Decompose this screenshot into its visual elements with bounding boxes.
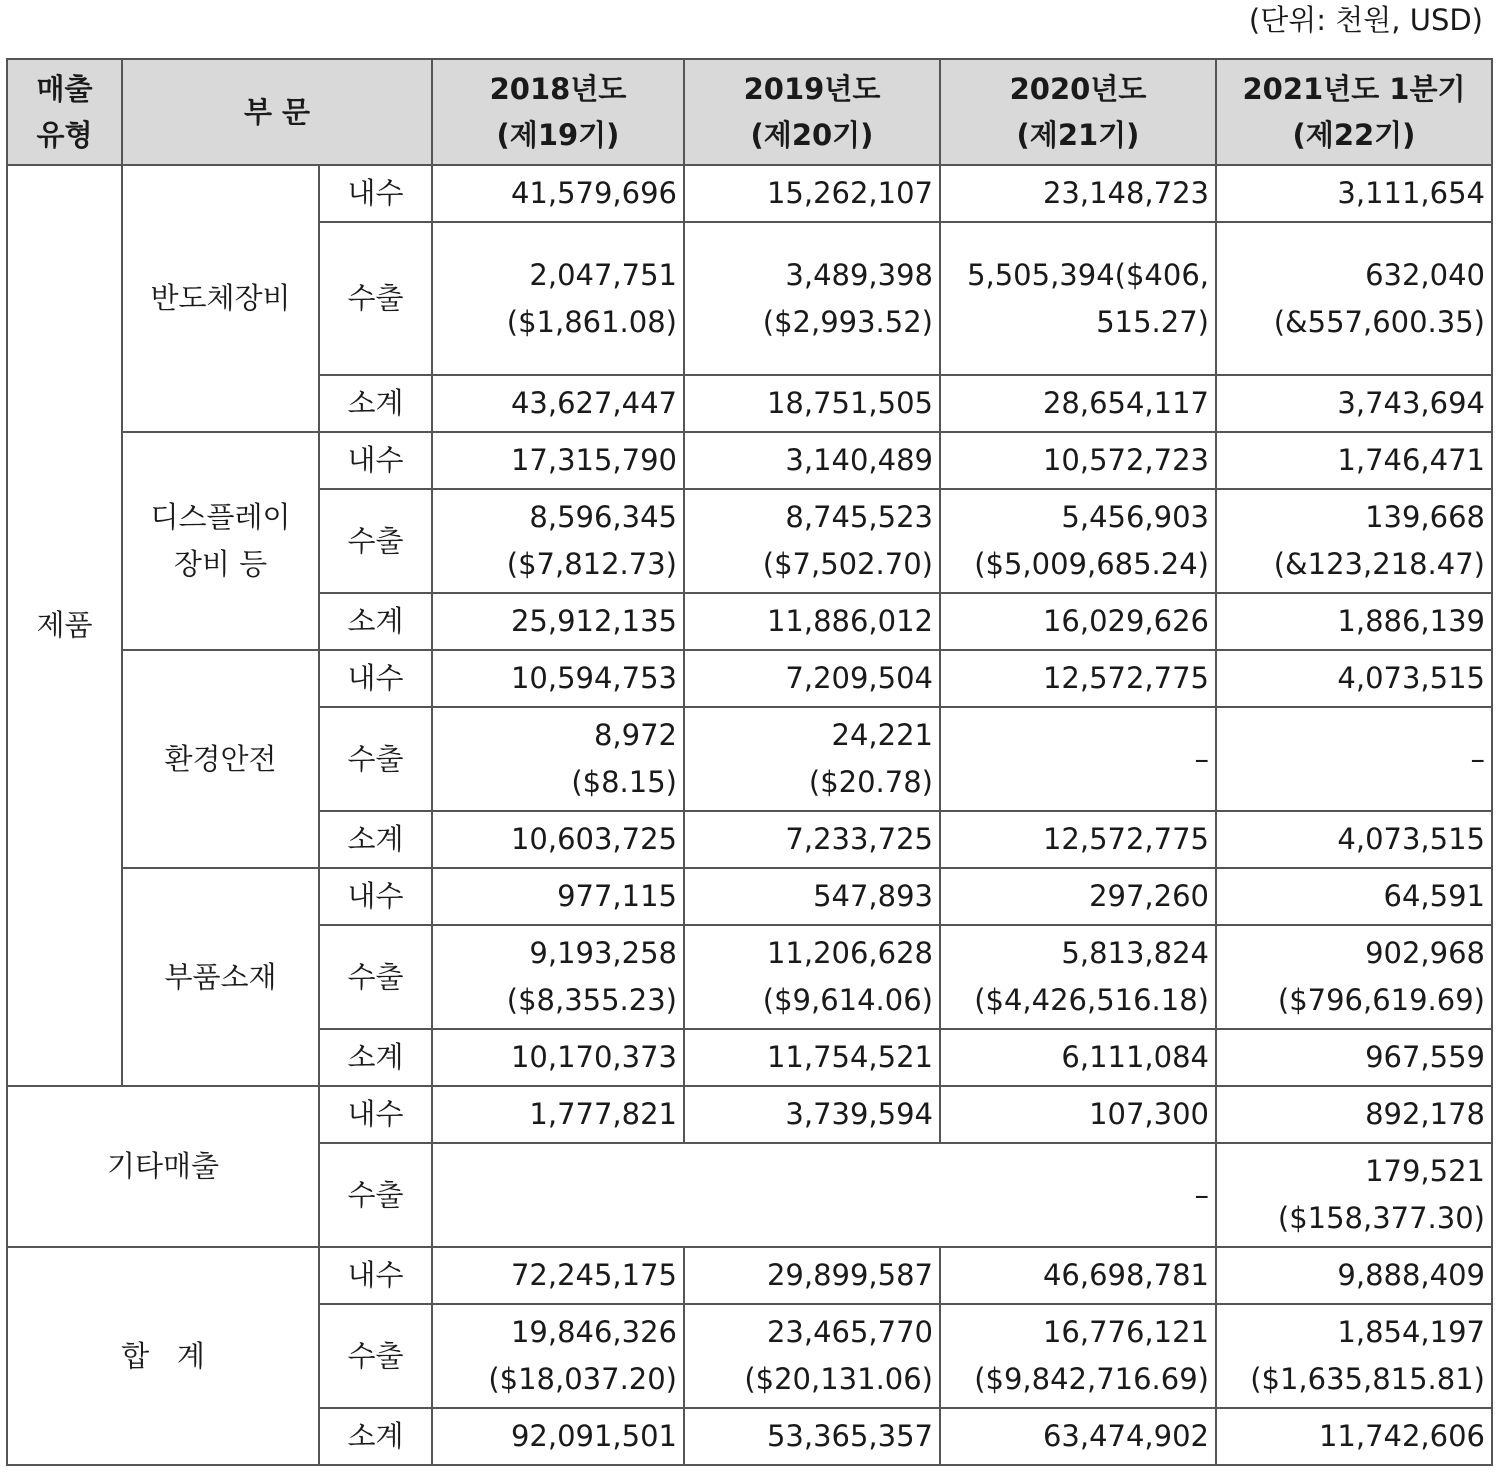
value-amount: 12,572,775 xyxy=(1042,822,1209,856)
row-type: 내수 xyxy=(319,868,432,925)
value-cell xyxy=(684,432,940,489)
value-cell xyxy=(684,1408,940,1465)
table-row xyxy=(7,1247,1492,1304)
value-amount: 16,029,626 xyxy=(1042,604,1209,638)
value-amount: 25,912,135 xyxy=(510,604,677,638)
value-amount: 12,572,775 xyxy=(1042,661,1209,695)
header-division: 부 문 xyxy=(122,59,432,165)
table-row xyxy=(7,650,1492,707)
header-sales-type: 매출 유형 xyxy=(7,59,122,165)
value-amount: 24,221 xyxy=(831,718,933,752)
value-amount: 5,456,903 xyxy=(1061,500,1209,534)
value-usd: ($1,635,815.81) xyxy=(1250,1362,1485,1396)
value-amount: 11,206,628 xyxy=(766,936,933,970)
segment-name-line: 장비 등 xyxy=(173,547,268,581)
value-amount: 4,073,515 xyxy=(1337,661,1485,695)
value-cell xyxy=(1216,489,1492,593)
value-cell xyxy=(940,868,1216,925)
row-type: 내수 xyxy=(319,165,432,222)
value-amount: 1,746,471 xyxy=(1337,443,1485,477)
value-cell xyxy=(684,593,940,650)
value-usd: ($20,131.06) xyxy=(744,1362,933,1396)
value-amount: 17,315,790 xyxy=(510,443,677,477)
value-cell xyxy=(684,1304,940,1408)
sales-type-product: 제품 xyxy=(7,165,122,1086)
row-type: 내수 xyxy=(319,650,432,707)
value-amount: 3,140,489 xyxy=(785,443,933,477)
total-label: 합 계 xyxy=(7,1247,319,1465)
row-type: 내수 xyxy=(319,1247,432,1304)
value-cell xyxy=(1216,868,1492,925)
value-amount: 10,170,373 xyxy=(510,1040,677,1074)
value-usd: ($2,993.52) xyxy=(762,304,933,339)
value-cell xyxy=(432,593,684,650)
value-cell xyxy=(684,1029,940,1086)
segment-name-line: 환경안전 xyxy=(164,741,277,776)
value-cell xyxy=(684,489,940,593)
value-amount: 547,893 xyxy=(813,879,933,913)
value-cell xyxy=(432,1247,684,1304)
value-cell xyxy=(432,868,684,925)
value-amount: 3,743,694 xyxy=(1337,386,1485,420)
value-usd: ($7,502.70) xyxy=(762,547,933,581)
header-period-2020: 2020년도 (제21기) xyxy=(940,59,1216,165)
value-amount: 7,209,504 xyxy=(785,661,933,695)
value-cell xyxy=(1216,650,1492,707)
value-cell xyxy=(1216,1029,1492,1086)
value-amount: 7,233,725 xyxy=(785,822,933,856)
value-cell xyxy=(684,868,940,925)
value-cell xyxy=(940,375,1216,432)
value-cell xyxy=(940,593,1216,650)
value-amount: 92,091,501 xyxy=(510,1419,677,1453)
segment-name-line: 반도체장비 xyxy=(150,281,291,315)
value-amount: 64,591 xyxy=(1383,879,1485,913)
value-cell xyxy=(940,222,1216,375)
table-row xyxy=(7,165,1492,222)
row-type: 소계 xyxy=(319,375,432,432)
value-amount: 967,559 xyxy=(1365,1040,1485,1074)
segment-name xyxy=(122,165,319,432)
value-usd: ($9,842,716.69) xyxy=(974,1362,1209,1396)
value-amount: 10,603,725 xyxy=(510,822,677,856)
value-usd: ($7,812.73) xyxy=(506,547,677,581)
value-cell xyxy=(940,432,1216,489)
value-cell xyxy=(684,925,940,1029)
value-usd: ($796,619.69) xyxy=(1277,983,1485,1017)
header-row xyxy=(7,59,1492,165)
value-amount: 11,886,012 xyxy=(766,604,933,638)
value-cell xyxy=(940,650,1216,707)
value-cell xyxy=(1216,593,1492,650)
value-usd: ($1,861.08) xyxy=(506,304,677,339)
value-cell xyxy=(1216,707,1492,811)
value-cell xyxy=(684,222,940,375)
value-amount: 1,886,139 xyxy=(1337,604,1485,638)
value-cell xyxy=(684,1086,940,1143)
value-cell xyxy=(940,1086,1216,1143)
value-usd: ($18,037.20) xyxy=(488,1362,677,1396)
value-usd: ($20.78) xyxy=(808,765,933,799)
value-amount: 19,846,326 xyxy=(510,1315,677,1349)
value-amount: 18,751,505 xyxy=(766,386,933,420)
value-amount: 15,262,107 xyxy=(766,176,933,210)
value-amount: 107,300 xyxy=(1089,1097,1209,1131)
row-type: 내수 xyxy=(319,432,432,489)
value-amount: 72,245,175 xyxy=(510,1258,677,1292)
value-cell xyxy=(432,489,684,593)
value-cell xyxy=(1216,1247,1492,1304)
value-amount: 23,148,723 xyxy=(1042,176,1209,210)
value-amount: 3,739,594 xyxy=(785,1097,933,1131)
value-amount: 63,474,902 xyxy=(1042,1419,1209,1453)
value-amount: 41,579,696 xyxy=(510,176,677,210)
value-amount: 43,627,447 xyxy=(510,386,677,420)
segment-name xyxy=(122,650,319,868)
value-cell xyxy=(432,1086,684,1143)
value-amount: 9,193,258 xyxy=(529,936,677,970)
value-cell xyxy=(432,222,684,375)
row-type: 수출 xyxy=(319,222,432,375)
value-amount: 16,776,121 xyxy=(1042,1315,1209,1349)
value-usd: ($9,614.06) xyxy=(762,983,933,1017)
value-amount: 53,365,357 xyxy=(766,1419,933,1453)
value-cell xyxy=(1216,811,1492,868)
row-type: 소계 xyxy=(319,593,432,650)
value-cell xyxy=(684,650,940,707)
value-amount: 179,521 xyxy=(1365,1154,1485,1188)
value-cell xyxy=(684,165,940,222)
value-cell xyxy=(1216,1408,1492,1465)
value-cell xyxy=(1216,375,1492,432)
value-amount: – xyxy=(1470,741,1485,776)
row-type: 수출 xyxy=(319,925,432,1029)
value-cell xyxy=(432,650,684,707)
value-cell xyxy=(940,1247,1216,1304)
row-type: 수출 xyxy=(319,1304,432,1408)
value-cell xyxy=(432,1408,684,1465)
table-row xyxy=(7,432,1492,489)
value-amount: 8,972 xyxy=(593,718,677,752)
value-amount: 139,668 xyxy=(1365,500,1485,534)
value-cell xyxy=(940,1408,1216,1465)
row-type: 내수 xyxy=(319,1086,432,1143)
row-type: 소계 xyxy=(319,1029,432,1086)
value-amount: 892,178 xyxy=(1365,1097,1485,1131)
value-cell xyxy=(432,925,684,1029)
header-period-2021q1: 2021년도 1분기 (제22기) xyxy=(1216,59,1492,165)
value-cell xyxy=(684,1247,940,1304)
value-amount: 23,465,770 xyxy=(766,1315,933,1349)
value-amount: 5,813,824 xyxy=(1061,936,1209,970)
value-usd: ($158,377.30) xyxy=(1277,1201,1485,1235)
value-cell xyxy=(432,811,684,868)
value-cell xyxy=(432,1029,684,1086)
value-amount: 3,489,398 xyxy=(785,257,933,292)
value-cell xyxy=(1216,1304,1492,1408)
value-amount: 10,572,723 xyxy=(1042,443,1209,477)
value-amount: 1,854,197 xyxy=(1337,1315,1485,1349)
value-cell xyxy=(940,925,1216,1029)
value-usd: ($4,426,516.18) xyxy=(974,983,1209,1017)
value-usd: 515.27) xyxy=(1096,304,1209,339)
value-usd: (&123,218.47) xyxy=(1273,547,1485,581)
value-amount: 977,115 xyxy=(557,879,677,913)
value-amount: 8,596,345 xyxy=(529,500,677,534)
segment-name xyxy=(122,432,319,650)
value-cell xyxy=(432,707,684,811)
value-cell xyxy=(1216,925,1492,1029)
value-amount: 29,899,587 xyxy=(766,1258,933,1292)
row-type: 수출 xyxy=(319,489,432,593)
value-amount: 6,111,084 xyxy=(1061,1040,1209,1074)
value-amount: 632,040 xyxy=(1365,257,1485,292)
value-amount: 9,888,409 xyxy=(1337,1258,1485,1292)
value-cell xyxy=(940,165,1216,222)
value-cell xyxy=(1216,432,1492,489)
value-cell xyxy=(940,1029,1216,1086)
header-period-2019: 2019년도 (제20기) xyxy=(684,59,940,165)
value-amount: 28,654,117 xyxy=(1042,386,1209,420)
value-amount: 11,742,606 xyxy=(1318,1419,1485,1453)
value-cell xyxy=(1216,1086,1492,1143)
value-usd: ($8.15) xyxy=(571,765,677,799)
value-cell xyxy=(940,1304,1216,1408)
value-amount: 5,505,394($406, xyxy=(967,257,1209,292)
segment-name-line: 부품소재 xyxy=(164,959,277,994)
value-cell xyxy=(1216,222,1492,375)
table-row xyxy=(7,1086,1492,1143)
value-amount: – xyxy=(1194,741,1209,776)
value-cell xyxy=(432,1304,684,1408)
value-cell xyxy=(940,811,1216,868)
value-amount: 3,111,654 xyxy=(1337,176,1485,210)
value-cell xyxy=(684,811,940,868)
value-cell xyxy=(432,375,684,432)
value-amount: 11,754,521 xyxy=(766,1040,933,1074)
row-type: 소계 xyxy=(319,811,432,868)
value-cell xyxy=(684,375,940,432)
row-type: 수출 xyxy=(319,707,432,811)
sales-table xyxy=(6,58,1493,1466)
merged-value-cell: – xyxy=(432,1143,1216,1247)
value-cell xyxy=(432,432,684,489)
segment-name-line: 디스플레이 xyxy=(150,500,291,534)
header-period-2018: 2018년도 (제19기) xyxy=(432,59,684,165)
value-usd: ($5,009,685.24) xyxy=(974,547,1209,581)
value-amount: 2,047,751 xyxy=(529,257,677,292)
value-cell xyxy=(940,489,1216,593)
value-amount: 10,594,753 xyxy=(510,661,677,695)
value-amount: 46,698,781 xyxy=(1042,1258,1209,1292)
value-amount: 902,968 xyxy=(1365,936,1485,970)
value-cell xyxy=(940,707,1216,811)
unit-note: (단위: 천원, USD) xyxy=(1248,3,1483,37)
value-amount: 4,073,515 xyxy=(1337,822,1485,856)
row-type: 소계 xyxy=(319,1408,432,1465)
segment-name xyxy=(122,868,319,1086)
value-amount: 1,777,821 xyxy=(529,1097,677,1131)
value-cell xyxy=(1216,1143,1492,1247)
value-cell xyxy=(684,707,940,811)
table-row xyxy=(7,868,1492,925)
row-type: 수출 xyxy=(319,1143,432,1247)
value-usd: ($8,355.23) xyxy=(506,983,677,1017)
value-usd: (&557,600.35) xyxy=(1273,304,1485,339)
value-cell xyxy=(432,165,684,222)
value-amount: 297,260 xyxy=(1089,879,1209,913)
value-amount: 8,745,523 xyxy=(785,500,933,534)
value-cell xyxy=(1216,165,1492,222)
other-sales-label: 기타매출 xyxy=(7,1086,319,1247)
